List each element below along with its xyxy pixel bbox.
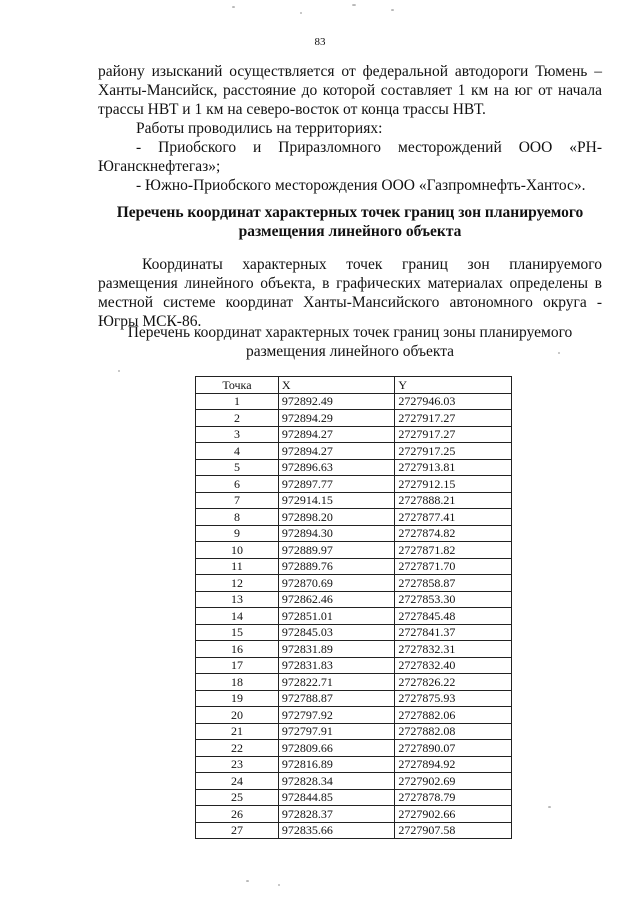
cell-y: 2727882.08	[395, 723, 512, 740]
cell-point: 9	[196, 525, 279, 542]
cell-y: 2727871.70	[395, 558, 512, 575]
cell-x: 972894.29	[278, 410, 394, 427]
table-row	[196, 393, 512, 410]
column-header-point: Точка	[196, 377, 279, 394]
cell-y: 2727917.27	[395, 426, 512, 443]
table-row	[196, 641, 512, 658]
cell-x: 972897.77	[278, 476, 394, 493]
cell-x: 972816.89	[278, 756, 394, 773]
cell-y: 2727841.37	[395, 624, 512, 641]
cell-y: 2727845.48	[395, 608, 512, 625]
table-row	[196, 756, 512, 773]
cell-x: 972788.87	[278, 690, 394, 707]
cell-point: 27	[196, 822, 279, 839]
cell-y: 2727875.93	[395, 690, 512, 707]
column-header-y: Y	[395, 377, 512, 394]
table-row	[196, 492, 512, 509]
cell-y: 2727902.69	[395, 773, 512, 790]
cell-point: 4	[196, 443, 279, 460]
cell-y: 2727888.21	[395, 492, 512, 509]
section-heading: Перечень координат характерных точек границ зон планируемого размещения линейного объекта	[116, 204, 584, 240]
table-row	[196, 657, 512, 674]
cell-x: 972896.63	[278, 459, 394, 476]
scan-speck	[300, 12, 302, 14]
territories-intro: Работы проводились на территориях:	[136, 120, 383, 137]
cell-x: 972892.49	[278, 393, 394, 410]
table-row	[196, 410, 512, 427]
cell-x: 972845.03	[278, 624, 394, 641]
table-caption: Перечень координат характерных точек границ зоны планируемого размещения линейного объекта	[127, 324, 573, 360]
table-row	[196, 509, 512, 526]
cell-point: 20	[196, 707, 279, 724]
cell-x: 972894.30	[278, 525, 394, 542]
table-row	[196, 575, 512, 592]
cell-y: 2727894.92	[395, 756, 512, 773]
table-row	[196, 789, 512, 806]
section-body: Координаты характерных точек границ зон планируемого размещения линейного объекта, в графических материалах определены в местной системе координат Ханты-Мансийского автономного округа - Югры МСК-86.	[98, 256, 602, 330]
table-header	[196, 377, 512, 394]
cell-point: 11	[196, 558, 279, 575]
scan-speck	[352, 4, 356, 6]
cell-x: 972898.20	[278, 509, 394, 526]
cell-point: 16	[196, 641, 279, 658]
cell-x: 972844.85	[278, 789, 394, 806]
table-row	[196, 740, 512, 757]
cell-x: 972828.34	[278, 773, 394, 790]
cell-x: 972835.66	[278, 822, 394, 839]
scan-speck	[548, 806, 551, 808]
cell-x: 972894.27	[278, 426, 394, 443]
cell-x: 972831.89	[278, 641, 394, 658]
cell-y: 2727832.31	[395, 641, 512, 658]
cell-point: 22	[196, 740, 279, 757]
table-row	[196, 690, 512, 707]
cell-y: 2727890.07	[395, 740, 512, 757]
cell-point: 25	[196, 789, 279, 806]
cell-y: 2727871.82	[395, 542, 512, 559]
cell-point: 7	[196, 492, 279, 509]
table-row	[196, 624, 512, 641]
cell-x: 972889.76	[278, 558, 394, 575]
table-row	[196, 558, 512, 575]
scan-speck	[278, 884, 280, 886]
cell-y: 2727874.82	[395, 525, 512, 542]
table-row	[196, 525, 512, 542]
cell-x: 972797.92	[278, 707, 394, 724]
table-body	[196, 393, 512, 839]
cell-point: 1	[196, 393, 279, 410]
cell-x: 972797.91	[278, 723, 394, 740]
cell-point: 14	[196, 608, 279, 625]
cell-point: 15	[196, 624, 279, 641]
cell-y: 2727913.81	[395, 459, 512, 476]
cell-point: 26	[196, 806, 279, 823]
cell-y: 2727907.58	[395, 822, 512, 839]
table-row	[196, 822, 512, 839]
cell-x: 972822.71	[278, 674, 394, 691]
scan-speck	[246, 880, 249, 882]
cell-x: 972870.69	[278, 575, 394, 592]
table-row	[196, 426, 512, 443]
cell-y: 2727917.27	[395, 410, 512, 427]
table-row	[196, 723, 512, 740]
cell-x: 972914.15	[278, 492, 394, 509]
cell-y: 2727912.15	[395, 476, 512, 493]
table-row	[196, 707, 512, 724]
cell-point: 8	[196, 509, 279, 526]
intro-paragraph: району изысканий осуществляется от федеральной автодороги Тюмень – Ханты-Мансийск, расстояние до которой составляет 1 км на юг от начала трассы НВТ и 1 км на северо-восток от конца трассы НВТ.	[98, 63, 602, 118]
table-row	[196, 773, 512, 790]
table-row	[196, 806, 512, 823]
cell-point: 13	[196, 591, 279, 608]
table-header-row	[196, 377, 512, 394]
cell-point: 21	[196, 723, 279, 740]
cell-x: 972828.37	[278, 806, 394, 823]
cell-point: 23	[196, 756, 279, 773]
page-number: 83	[314, 36, 326, 48]
cell-point: 19	[196, 690, 279, 707]
cell-x: 972862.46	[278, 591, 394, 608]
cell-x: 972831.83	[278, 657, 394, 674]
cell-point: 2	[196, 410, 279, 427]
cell-point: 17	[196, 657, 279, 674]
cell-y: 2727832.40	[395, 657, 512, 674]
cell-y: 2727853.30	[395, 591, 512, 608]
table-row	[196, 542, 512, 559]
cell-y: 2727878.79	[395, 789, 512, 806]
cell-x: 972894.27	[278, 443, 394, 460]
table-row	[196, 674, 512, 691]
cell-x: 972851.01	[278, 608, 394, 625]
table-row	[196, 459, 512, 476]
territory-item: - Приобского и Приразломного месторождений ООО «РН-Юганскнефтегаз»;	[98, 139, 602, 175]
cell-point: 5	[196, 459, 279, 476]
cell-y: 2727917.25	[395, 443, 512, 460]
coordinates-table	[195, 376, 512, 839]
territory-item: - Южно-Приобского месторождения ООО «Газпромнефть-Хантос».	[136, 177, 586, 194]
cell-y: 2727946.03	[395, 393, 512, 410]
scan-speck	[118, 370, 120, 372]
column-header-x: X	[278, 377, 394, 394]
scan-speck	[391, 9, 394, 11]
cell-point: 24	[196, 773, 279, 790]
cell-point: 6	[196, 476, 279, 493]
cell-point: 10	[196, 542, 279, 559]
cell-y: 2727826.22	[395, 674, 512, 691]
table-row	[196, 476, 512, 493]
cell-x: 972889.97	[278, 542, 394, 559]
table-row	[196, 591, 512, 608]
cell-y: 2727877.41	[395, 509, 512, 526]
table-row	[196, 443, 512, 460]
scan-speck	[232, 6, 235, 8]
intro-text	[98, 62, 602, 195]
cell-point: 12	[196, 575, 279, 592]
table-row	[196, 608, 512, 625]
cell-point: 18	[196, 674, 279, 691]
cell-point: 3	[196, 426, 279, 443]
cell-y: 2727902.66	[395, 806, 512, 823]
cell-x: 972809.66	[278, 740, 394, 757]
cell-y: 2727858.87	[395, 575, 512, 592]
cell-y: 2727882.06	[395, 707, 512, 724]
